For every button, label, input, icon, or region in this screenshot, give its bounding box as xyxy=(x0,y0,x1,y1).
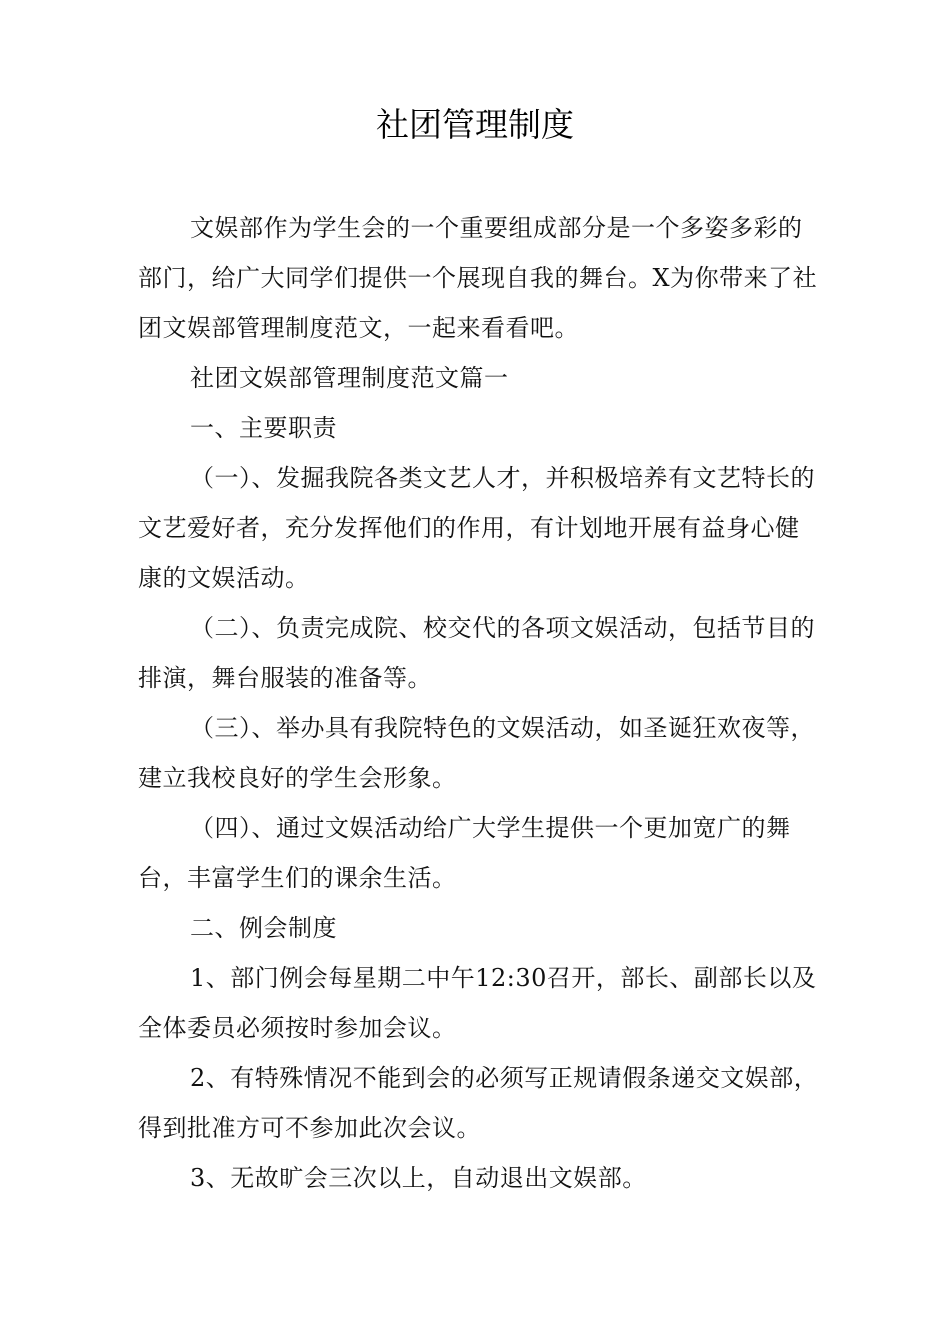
section-subtitle: 社团文娱部管理制度范文篇一 xyxy=(190,364,509,392)
duty-item-4: （四）、通过文娱活动给广大学生提供一个更加宽广的舞台，丰富学生们的课余生活。 xyxy=(138,814,791,892)
heading-meeting-rules: 二、例会制度 xyxy=(190,914,337,942)
meeting-rule-2: 2、有特殊情况不能到会的必须写正规请假条递交文娱部，得到批准方可不参加此次会议。 xyxy=(138,1064,819,1142)
heading-main-duties: 一、主要职责 xyxy=(190,414,337,442)
document-title: 社团管理制度 xyxy=(376,105,574,144)
duty-item-3: （三）、举办具有我院特色的文娱活动，如圣诞狂欢夜等，建立我校良好的学生会形象。 xyxy=(138,714,815,792)
intro-paragraph: 文娱部作为学生会的一个重要组成部分是一个多姿多彩的部门，给广大同学们提供一个展现自我的舞台。X为你带来了社团文娱部管理制度范文，一起来看看吧。 xyxy=(138,214,818,342)
meeting-rule-1: 1、部门例会每星期二中午12:30召开，部长、副部长以及全体委员必须按时参加会议。 xyxy=(138,964,817,1042)
duty-item-2: （二）、负责完成院、校交代的各项文娱活动，包括节目的排演，舞台服装的准备等。 xyxy=(138,614,815,692)
document-body xyxy=(138,203,823,1203)
duty-item-1: （一）、发掘我院各类文艺人才，并积极培养有文艺特长的文艺爱好者，充分发挥他们的作用，有计划地开展有益身心健康的文娱活动。 xyxy=(138,464,815,592)
meeting-rule-3: 3、无故旷会三次以上，自动退出文娱部。 xyxy=(190,1164,647,1192)
